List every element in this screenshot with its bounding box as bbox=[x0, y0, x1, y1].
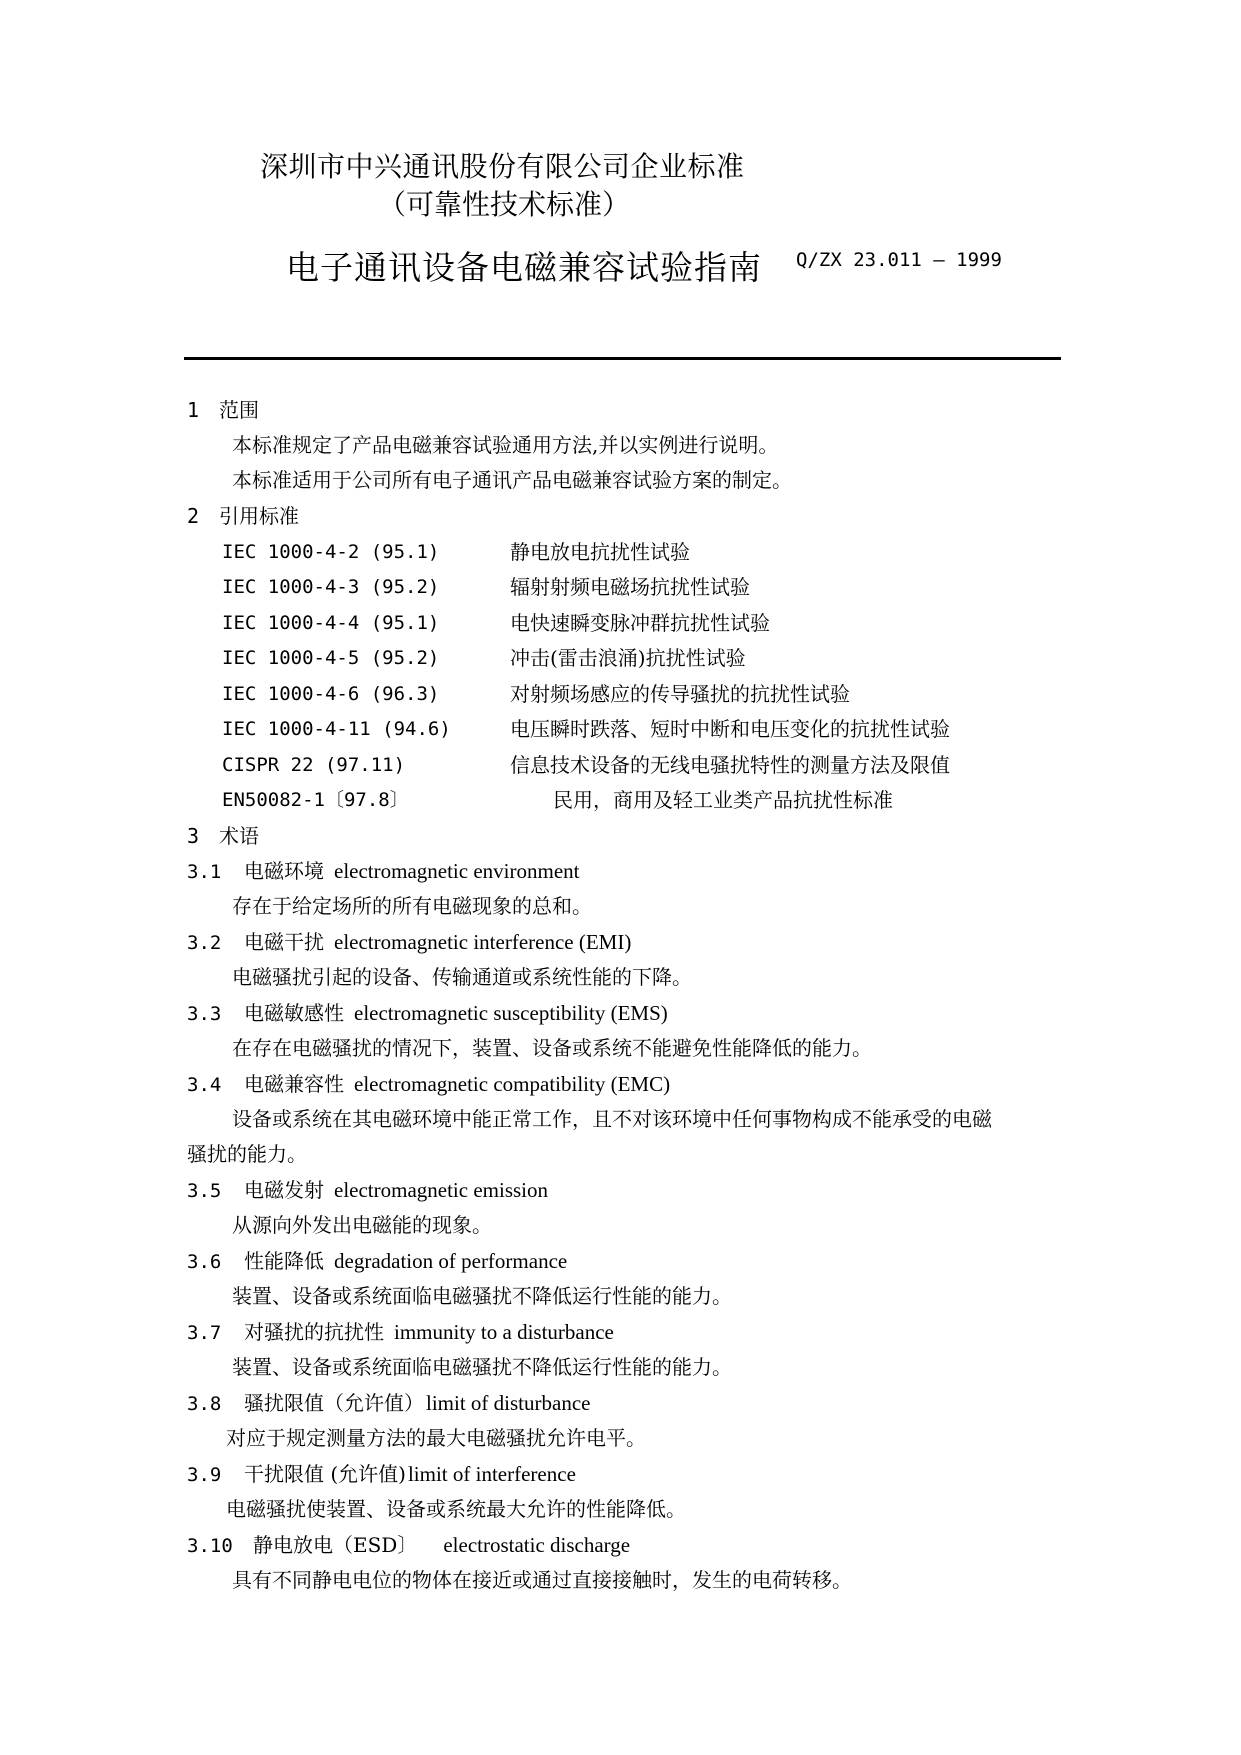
standard-code: Q/ZX 23.011 – 1999 bbox=[796, 249, 1002, 271]
section-number: 3 bbox=[187, 824, 200, 848]
reference-description: 辐射射频电磁场抗扰性试验 bbox=[510, 575, 750, 599]
term-number: 3.5 bbox=[187, 1180, 222, 1202]
term-definition: 存在于给定场所的所有电磁现象的总和。 bbox=[232, 894, 592, 918]
term-number: 3.9 bbox=[187, 1464, 222, 1486]
reference-code: IEC 1000-4-11 (94.6) bbox=[222, 718, 451, 740]
section-2-heading bbox=[187, 502, 299, 530]
term-heading bbox=[187, 999, 668, 1028]
reference-description: 对射频场感应的传导骚扰的抗扰性试验 bbox=[510, 682, 850, 706]
term-number: 3.7 bbox=[187, 1322, 222, 1344]
term-english: electrostatic discharge bbox=[443, 1533, 631, 1557]
document-title: 电子通讯设备电磁兼容试验指南 bbox=[286, 248, 762, 287]
term-number: 3.3 bbox=[187, 1003, 222, 1025]
term-english: immunity to a disturbance bbox=[394, 1320, 614, 1344]
term-english: electromagnetic interference (EMI) bbox=[334, 930, 632, 954]
term-chinese: 电磁兼容性 bbox=[244, 1072, 344, 1096]
term-definition: 对应于规定测量方法的最大电磁骚扰允许电平。 bbox=[226, 1426, 646, 1450]
term-definition: 电磁骚扰使装置、设备或系统最大允许的性能降低。 bbox=[226, 1497, 686, 1521]
term-heading bbox=[187, 928, 631, 957]
term-chinese: 电磁敏感性 bbox=[244, 1001, 344, 1025]
reference-description: 电快速瞬变脉冲群抗扰性试验 bbox=[510, 611, 770, 635]
header-divider bbox=[184, 357, 1061, 360]
section-title: 范围 bbox=[219, 398, 259, 422]
reference-code: IEC 1000-4-6 (96.3) bbox=[222, 683, 440, 705]
term-chinese: 电磁环境 bbox=[244, 859, 324, 883]
section-number: 1 bbox=[187, 398, 200, 422]
term-definition: 电磁骚扰引起的设备、传输通道或系统性能的下降。 bbox=[232, 965, 692, 989]
term-english: electromagnetic environment bbox=[334, 859, 580, 883]
term-heading bbox=[187, 857, 579, 886]
term-number: 3.8 bbox=[187, 1393, 222, 1415]
reference-code: IEC 1000-4-2 (95.1) bbox=[222, 541, 440, 563]
term-chinese: 对骚扰的抗扰性 bbox=[244, 1320, 384, 1344]
section-number: 2 bbox=[187, 504, 200, 528]
section-1-heading bbox=[187, 396, 259, 424]
term-heading bbox=[187, 1318, 614, 1347]
term-english: degradation of performance bbox=[334, 1249, 568, 1273]
term-number: 3.6 bbox=[187, 1251, 222, 1273]
term-heading bbox=[187, 1247, 567, 1276]
section-title: 引用标准 bbox=[219, 504, 299, 528]
reference-code: EN50082-1〔97.8〕 bbox=[222, 789, 409, 811]
term-number: 3.1 bbox=[187, 861, 222, 883]
reference-description: 信息技术设备的无线电骚扰特性的测量方法及限值 bbox=[510, 753, 950, 777]
reference-description: 民用，商用及轻工业类产品抗扰性标准 bbox=[553, 788, 893, 812]
term-heading bbox=[187, 1176, 548, 1205]
term-english: electromagnetic susceptibility (EMS) bbox=[354, 1001, 668, 1025]
term-chinese: 静电放电（ESD〕 bbox=[253, 1533, 418, 1557]
section-3-heading bbox=[187, 822, 259, 850]
term-chinese: 骚扰限值（允许值） bbox=[244, 1391, 424, 1415]
reference-description: 冲击(雷击浪涌)抗扰性试验 bbox=[510, 646, 746, 670]
term-definition: 在存在电磁骚扰的情况下，装置、设备或系统不能避免性能降低的能力。 bbox=[232, 1036, 872, 1060]
term-chinese: 电磁发射 bbox=[244, 1178, 324, 1202]
reference-description: 静电放电抗扰性试验 bbox=[510, 540, 690, 564]
paragraph: 本标准适用于公司所有电子通讯产品电磁兼容试验方案的制定。 bbox=[232, 468, 792, 492]
standard-type: （可靠性技术标准） bbox=[378, 188, 631, 221]
term-heading bbox=[187, 1531, 630, 1560]
term-definition-continued: 骚扰的能力。 bbox=[187, 1142, 307, 1166]
term-definition: 具有不同静电电位的物体在接近或通过直接接触时，发生的电荷转移。 bbox=[232, 1568, 852, 1592]
term-heading bbox=[187, 1460, 576, 1489]
reference-description: 电压瞬时跌落、短时中断和电压变化的抗扰性试验 bbox=[510, 717, 950, 741]
paragraph: 本标准规定了产品电磁兼容试验通用方法,并以实例进行说明。 bbox=[232, 433, 779, 457]
term-heading bbox=[187, 1389, 590, 1418]
term-english: limit of interference bbox=[407, 1462, 576, 1486]
reference-code: IEC 1000-4-4 (95.1) bbox=[222, 612, 440, 634]
section-title: 术语 bbox=[219, 824, 259, 848]
term-heading bbox=[187, 1070, 670, 1099]
term-chinese: 干扰限值 (允许值) bbox=[244, 1462, 406, 1486]
term-number: 3.10 bbox=[187, 1535, 233, 1557]
term-english: limit of disturbance bbox=[426, 1391, 591, 1415]
term-number: 3.4 bbox=[187, 1074, 222, 1096]
reference-code: CISPR 22 (97.11) bbox=[222, 754, 406, 776]
reference-code: IEC 1000-4-3 (95.2) bbox=[222, 576, 440, 598]
term-definition: 从源向外发出电磁能的现象。 bbox=[232, 1213, 492, 1237]
reference-code: IEC 1000-4-5 (95.2) bbox=[222, 647, 440, 669]
term-english: electromagnetic emission bbox=[334, 1178, 549, 1202]
term-definition: 装置、设备或系统面临电磁骚扰不降低运行性能的能力。 bbox=[232, 1355, 732, 1379]
term-chinese: 电磁干扰 bbox=[244, 930, 324, 954]
term-definition: 装置、设备或系统面临电磁骚扰不降低运行性能的能力。 bbox=[232, 1284, 732, 1308]
term-definition: 设备或系统在其电磁环境中能正常工作，且不对该环境中任何事物构成不能承受的电磁 bbox=[232, 1107, 992, 1131]
company-name: 深圳市中兴通讯股份有限公司企业标准 bbox=[260, 150, 745, 183]
term-english: electromagnetic compatibility (EMC) bbox=[354, 1072, 671, 1096]
term-number: 3.2 bbox=[187, 932, 222, 954]
term-chinese: 性能降低 bbox=[244, 1249, 324, 1273]
